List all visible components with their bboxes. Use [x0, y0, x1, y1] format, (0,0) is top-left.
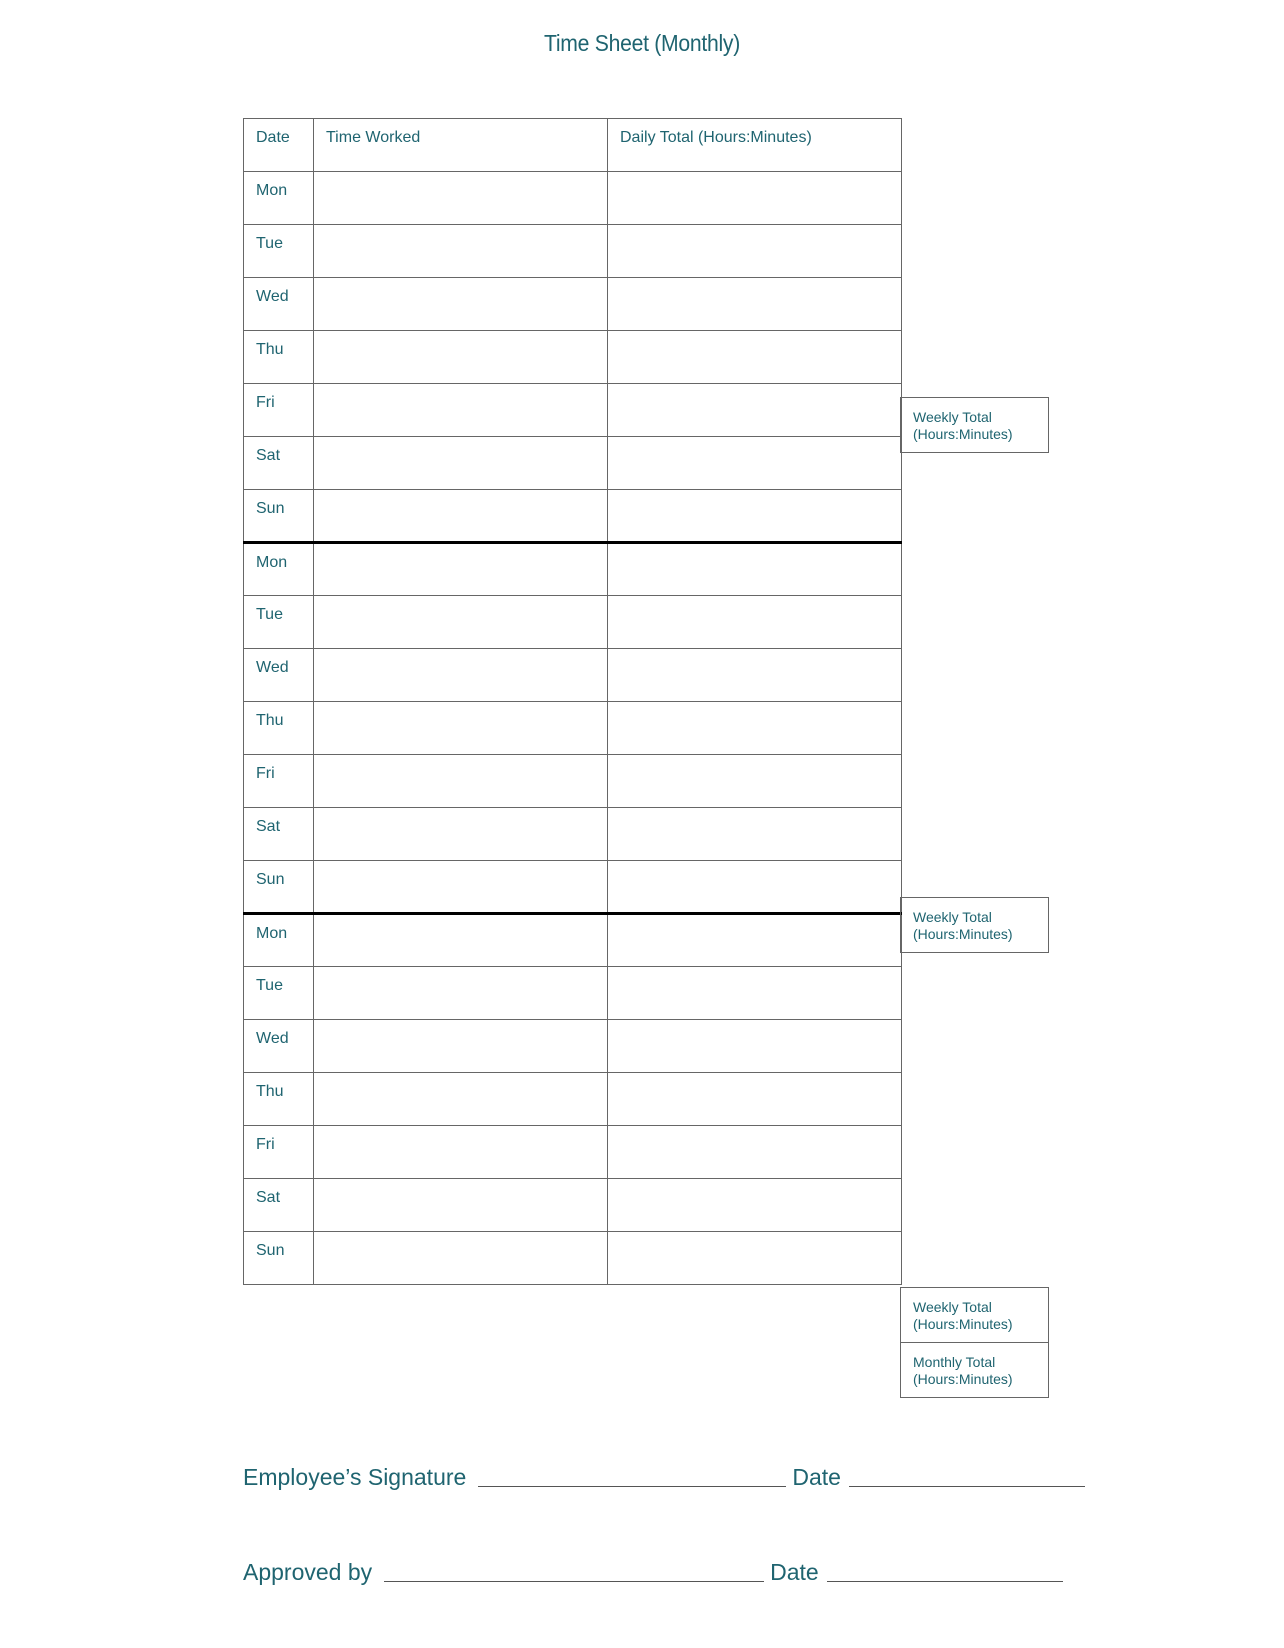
day-cell: Sun — [244, 490, 314, 543]
employee-date-label: Date — [792, 1464, 841, 1490]
table-row — [244, 437, 902, 490]
table-row — [244, 914, 902, 967]
daily-total-cell[interactable] — [608, 384, 902, 437]
table-row — [244, 1020, 902, 1073]
day-cell: Fri — [244, 1126, 314, 1179]
table-row — [244, 278, 902, 331]
time-worked-cell[interactable] — [314, 808, 608, 861]
table-row — [244, 1073, 902, 1126]
day-cell: Wed — [244, 649, 314, 702]
time-worked-cell[interactable] — [314, 225, 608, 278]
table-row — [244, 702, 902, 755]
day-cell: Sun — [244, 1232, 314, 1285]
table-row — [244, 649, 902, 702]
weekly-total-unit: (Hours:Minutes) — [913, 1316, 1013, 1332]
table-row — [244, 755, 902, 808]
table-row — [244, 490, 902, 543]
day-cell: Wed — [244, 1020, 314, 1073]
table-row — [244, 808, 902, 861]
daily-total-cell[interactable] — [608, 861, 902, 914]
table-row — [244, 1126, 902, 1179]
time-worked-cell[interactable] — [314, 1020, 608, 1073]
daily-total-cell[interactable] — [608, 1179, 902, 1232]
date-column-header: Date — [244, 119, 314, 172]
time-worked-cell[interactable] — [314, 914, 608, 967]
daily-total-cell[interactable] — [608, 543, 902, 596]
time-worked-cell[interactable] — [314, 1179, 608, 1232]
weekly-total-label: Weekly Total — [913, 1299, 992, 1315]
table-row — [244, 1232, 902, 1285]
weekly-total-unit: (Hours:Minutes) — [913, 426, 1013, 442]
day-cell: Sat — [244, 808, 314, 861]
day-cell: Tue — [244, 967, 314, 1020]
day-cell: Fri — [244, 755, 314, 808]
time-worked-cell[interactable] — [314, 755, 608, 808]
weekly-total-label: Weekly Total — [913, 909, 992, 925]
employee-signature-row — [243, 1464, 1085, 1491]
employee-signature-field[interactable] — [478, 1485, 786, 1487]
daily-total-cell[interactable] — [608, 596, 902, 649]
time-worked-column-header: Time Worked — [314, 119, 608, 172]
time-worked-cell[interactable] — [314, 172, 608, 225]
approval-date-label: Date — [770, 1559, 819, 1585]
employee-date-field[interactable] — [849, 1485, 1085, 1487]
day-cell: Thu — [244, 331, 314, 384]
time-worked-cell[interactable] — [314, 649, 608, 702]
daily-total-cell[interactable] — [608, 437, 902, 490]
daily-total-column-header: Daily Total (Hours:Minutes) — [608, 119, 902, 172]
timesheet-table — [243, 118, 902, 1285]
daily-total-cell[interactable] — [608, 808, 902, 861]
weekly-total-box-3[interactable] — [900, 1287, 1049, 1343]
approved-by-label: Approved by — [243, 1559, 373, 1585]
time-worked-cell[interactable] — [314, 596, 608, 649]
daily-total-cell[interactable] — [608, 172, 902, 225]
page-title: Time Sheet (Monthly) — [544, 30, 740, 56]
daily-total-cell[interactable] — [608, 649, 902, 702]
daily-total-cell[interactable] — [608, 1126, 902, 1179]
day-cell: Sat — [244, 1179, 314, 1232]
day-cell: Wed — [244, 278, 314, 331]
weekly-total-box-2[interactable] — [900, 897, 1049, 953]
daily-total-cell[interactable] — [608, 914, 902, 967]
day-cell: Mon — [244, 914, 314, 967]
time-worked-cell[interactable] — [314, 384, 608, 437]
table-row — [244, 967, 902, 1020]
daily-total-cell[interactable] — [608, 702, 902, 755]
time-worked-cell[interactable] — [314, 490, 608, 543]
time-worked-cell[interactable] — [314, 1126, 608, 1179]
table-row — [244, 543, 902, 596]
time-worked-cell[interactable] — [314, 702, 608, 755]
monthly-total-label: Monthly Total — [913, 1354, 996, 1370]
day-cell: Mon — [244, 172, 314, 225]
time-worked-cell[interactable] — [314, 278, 608, 331]
table-row — [244, 225, 902, 278]
employee-signature-label: Employee’s Signature — [243, 1464, 467, 1490]
time-worked-cell[interactable] — [314, 967, 608, 1020]
monthly-total-unit: (Hours:Minutes) — [913, 1371, 1013, 1387]
approval-date-field[interactable] — [827, 1580, 1063, 1582]
daily-total-cell[interactable] — [608, 225, 902, 278]
day-cell: Thu — [244, 1073, 314, 1126]
time-worked-cell[interactable] — [314, 543, 608, 596]
day-cell: Sat — [244, 437, 314, 490]
approved-by-field[interactable] — [384, 1580, 764, 1582]
time-worked-cell[interactable] — [314, 1073, 608, 1126]
weekly-total-unit: (Hours:Minutes) — [913, 926, 1013, 942]
day-cell: Fri — [244, 384, 314, 437]
weekly-total-box-1[interactable] — [900, 397, 1049, 453]
time-worked-cell[interactable] — [314, 861, 608, 914]
daily-total-cell[interactable] — [608, 1020, 902, 1073]
day-cell: Thu — [244, 702, 314, 755]
time-worked-cell[interactable] — [314, 1232, 608, 1285]
table-row — [244, 596, 902, 649]
time-worked-cell[interactable] — [314, 331, 608, 384]
weekly-total-label: Weekly Total — [913, 409, 992, 425]
time-worked-cell[interactable] — [314, 437, 608, 490]
daily-total-cell[interactable] — [608, 490, 902, 543]
day-cell: Mon — [244, 543, 314, 596]
daily-total-cell[interactable] — [608, 1232, 902, 1285]
approval-row — [243, 1559, 1063, 1586]
daily-total-cell[interactable] — [608, 755, 902, 808]
daily-total-cell[interactable] — [608, 278, 902, 331]
table-header-row — [244, 119, 902, 172]
monthly-total-box[interactable] — [900, 1342, 1049, 1398]
daily-total-cell[interactable] — [608, 1073, 902, 1126]
table-row — [244, 172, 902, 225]
day-cell: Tue — [244, 596, 314, 649]
table-row — [244, 861, 902, 914]
table-row — [244, 1179, 902, 1232]
table-row — [244, 331, 902, 384]
day-cell: Tue — [244, 225, 314, 278]
day-cell: Sun — [244, 861, 314, 914]
daily-total-cell[interactable] — [608, 967, 902, 1020]
daily-total-cell[interactable] — [608, 331, 902, 384]
table-row — [244, 384, 902, 437]
